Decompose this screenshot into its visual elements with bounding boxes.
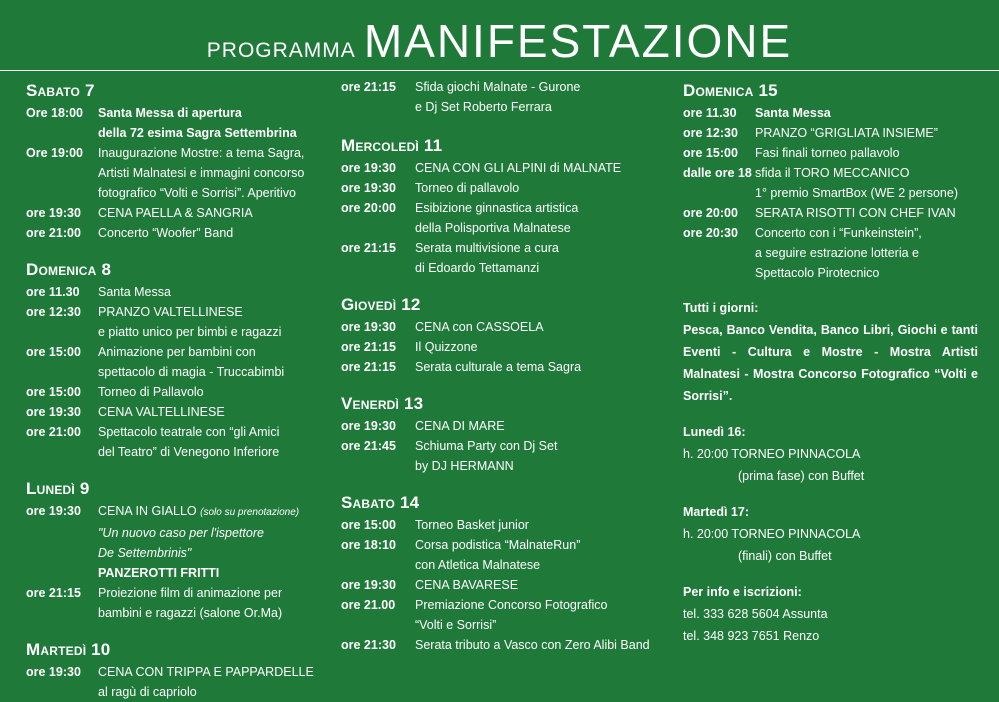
event-description (98, 203, 326, 223)
event-row (341, 198, 661, 238)
event-line: spettacolo di magia - Truccabimbi (98, 365, 285, 379)
event-line: fotografico “Volti e Sorrisi”. Aperitivo (98, 186, 296, 200)
event-row (683, 123, 978, 143)
event-time: ore 19:30 (341, 419, 396, 433)
event-row (26, 282, 326, 302)
event-description (98, 382, 326, 402)
event-description (98, 282, 326, 302)
event-line: della 72 esima Sagra Settembrina (98, 126, 297, 140)
event-description (415, 416, 661, 436)
event-row (26, 583, 326, 623)
program-column-3 (683, 77, 978, 647)
monday-block (683, 421, 978, 487)
event-line: CENA CON GLI ALPINI di MALNATE (415, 161, 622, 175)
event-row (683, 163, 978, 203)
monday-line-2: (prima fase) con Buffet (738, 469, 865, 483)
event-description (415, 178, 661, 198)
event-time: Ore 18:00 (26, 106, 83, 120)
event-line: al ragù di capriolo (98, 685, 197, 699)
event-time: ore 19:30 (26, 206, 81, 220)
event-bold-line: PANZEROTTI FRITTI (98, 566, 220, 580)
event-row (341, 515, 661, 535)
day-heading: Martedì 10 (26, 640, 111, 659)
event-time: ore 15:00 (341, 518, 396, 532)
event-row (683, 103, 978, 123)
event-line: della Polisportiva Malnatese (415, 221, 571, 235)
event-description (415, 575, 661, 595)
event-row (341, 575, 661, 595)
event-time: ore 12:30 (26, 305, 81, 319)
event-line: e piatto unico per bimbi e ragazzi (98, 325, 282, 339)
event-row (26, 203, 326, 223)
event-line: sfida il TORO MECCANICO (755, 166, 910, 180)
event-row (26, 302, 326, 342)
event-line: Spettacolo teatrale con “gli Amici (98, 425, 280, 439)
day-heading: Giovedì 12 (341, 295, 421, 314)
event-description (98, 223, 326, 243)
event-time: Ore 19:00 (26, 146, 83, 160)
event-line: con Atletica Malnatese (415, 558, 541, 572)
event-row (341, 77, 661, 117)
contact-block (683, 581, 978, 647)
event-line: e Dj Set Roberto Ferrara (415, 100, 552, 114)
event-time: ore 12:30 (683, 126, 738, 140)
monday-label: Lunedì 16: (683, 425, 746, 439)
event-line: Serata tributo a Vasco con Zero Alibi Band (415, 638, 650, 652)
event-description (415, 337, 661, 357)
event-line: CENA PAELLA & SANGRIA (98, 206, 253, 220)
event-row (26, 382, 326, 402)
event-description (98, 422, 326, 462)
title-prefix: PROGRAMMA (206, 39, 356, 62)
event-line: PRANZO VALTELLINESE (98, 305, 243, 319)
event-description (415, 77, 661, 117)
day-heading: Mercoledì 11 (341, 136, 443, 155)
event-time: ore 21:00 (26, 425, 81, 439)
event-time: ore 15:00 (683, 146, 738, 160)
event-time: ore 20:00 (683, 206, 738, 220)
event-row (341, 416, 661, 436)
monday-line-1: h. 20:00 TORNEO PINNACOLA (683, 447, 861, 461)
event-line: Concerto con i “Funkeinstein”, (755, 226, 922, 240)
event-note: (solo su prenotazione) (200, 507, 300, 518)
event-time: ore 15:00 (26, 345, 81, 359)
event-description (98, 402, 326, 422)
event-description (98, 662, 326, 702)
page-title (0, 15, 999, 67)
event-description (755, 203, 978, 223)
event-line: Torneo di pallavolo (415, 181, 520, 195)
event-time: ore 21:00 (26, 226, 81, 240)
event-time: ore 19:30 (341, 161, 396, 175)
event-description (415, 238, 661, 278)
event-row (341, 357, 661, 377)
event-line: di Edoardo Tettamanzi (415, 261, 540, 275)
day-heading: Sabato 7 (26, 81, 95, 100)
event-time: ore 15:00 (26, 385, 81, 399)
event-line: Serata culturale a tema Sagra (415, 360, 582, 374)
event-row (341, 238, 661, 278)
event-description (755, 163, 978, 203)
event-time: ore 21:15 (341, 340, 396, 354)
program-column-2 (341, 77, 661, 655)
event-row (341, 635, 661, 655)
every-day-label: Tutti i giorni: (683, 301, 759, 315)
every-day-text: Pesca, Banco Vendita, Banco Libri, Giochi e tanti Eventi - Cultura e Mostre - Mostra Artisti Malnatesi - Mostra Concorso Fotografico “Volti e Sorrisi”. (683, 323, 978, 403)
event-description (415, 535, 661, 575)
contact-phone-2: tel. 348 923 7651 Renzo (683, 629, 820, 643)
event-italic-line: "Un nuovo caso per l'ispettore (98, 526, 264, 540)
event-line: Premiazione Concorso Fotografico (415, 598, 608, 612)
event-row (26, 501, 326, 583)
event-row (26, 103, 326, 143)
event-line: bambini e ragazzi (salone Or.Ma) (98, 606, 283, 620)
event-time: ore 21:15 (341, 80, 396, 94)
event-time: ore 19:30 (341, 320, 396, 334)
tuesday-line-2: (finali) con Buffet (738, 549, 832, 563)
event-line: PRANZO “GRIGLIATA INSIEME” (755, 126, 938, 140)
day-heading: Domenica 8 (26, 260, 112, 279)
event-description (415, 436, 661, 476)
event-line: Corsa podistica “MalnateRun” (415, 538, 581, 552)
event-line: Santa Messa di apertura (98, 106, 242, 120)
event-line: Santa Messa (98, 285, 171, 299)
event-row (26, 143, 326, 203)
day-heading: Domenica 15 (683, 81, 778, 100)
event-line: Torneo Basket junior (415, 518, 529, 532)
event-time: ore 19:30 (26, 665, 81, 679)
event-time: ore 21:45 (341, 439, 396, 453)
program-column-1 (26, 77, 326, 702)
event-time: ore 19:30 (341, 181, 396, 195)
event-time: ore 11.30 (683, 106, 737, 120)
event-row (683, 143, 978, 163)
event-row (341, 595, 661, 635)
event-time: ore 19:30 (26, 504, 81, 518)
tuesday-label: Martedì 17: (683, 505, 749, 519)
event-description (755, 143, 978, 163)
event-line: Schiuma Party con Dj Set (415, 439, 558, 453)
event-line: by DJ HERMANN (415, 459, 514, 473)
event-row (341, 436, 661, 476)
event-line: Artisti Malnatesi e immagini concorso (98, 166, 305, 180)
event-time: dalle ore 18 (683, 166, 752, 180)
event-italic-line: De Settembrinis" (98, 546, 192, 560)
event-time: ore 11.30 (26, 285, 80, 299)
contact-label: Per info e iscrizioni: (683, 585, 802, 599)
event-line: Fasi finali torneo pallavolo (755, 146, 900, 160)
event-description (415, 198, 661, 238)
event-row (341, 178, 661, 198)
day-heading: Sabato 14 (341, 493, 420, 512)
event-row (26, 402, 326, 422)
event-line: Proiezione film di animazione per (98, 586, 283, 600)
event-row (341, 158, 661, 178)
event-line: “Volti e Sorrisi” (415, 618, 497, 632)
general-info (683, 297, 978, 647)
header-divider (0, 70, 999, 71)
event-time: ore 21:15 (26, 586, 81, 600)
event-time: ore 18:10 (341, 538, 396, 552)
tuesday-block (683, 501, 978, 567)
event-line: Torneo di Pallavolo (98, 385, 204, 399)
event-description (98, 583, 326, 623)
event-line: 1° premio SmartBox (WE 2 persone) (755, 186, 958, 200)
event-line: CENA VALTELLINESE (98, 405, 225, 419)
event-line: Concerto “Woofer” Band (98, 226, 234, 240)
event-time: ore 21:15 (341, 360, 396, 374)
event-time: ore 19:30 (341, 578, 396, 592)
event-line: Inaugurazione Mostre: a tema Sagra, (98, 146, 305, 160)
event-description (755, 223, 978, 283)
tuesday-line-1: h. 20:00 TORNEO PINNACOLA (683, 527, 861, 541)
event-line: Spettacolo Pirotecnico (755, 266, 880, 280)
event-row (26, 223, 326, 243)
event-line: CENA DI MARE (415, 419, 505, 433)
event-row (341, 337, 661, 357)
event-row (341, 317, 661, 337)
event-time: ore 19:30 (26, 405, 81, 419)
event-line: del Teatro” di Venegono Inferiore (98, 445, 280, 459)
event-row (26, 662, 326, 702)
event-description (415, 158, 661, 178)
event-description (755, 123, 978, 143)
event-time: ore 21.00 (341, 598, 396, 612)
event-description (415, 595, 661, 635)
event-line: Animazione per bambini con (98, 345, 256, 359)
event-time: ore 21:15 (341, 241, 396, 255)
event-description (415, 357, 661, 377)
event-description (98, 342, 326, 382)
event-row (341, 535, 661, 575)
event-description (415, 317, 661, 337)
event-line: Esibizione ginnastica artistica (415, 201, 579, 215)
event-description (98, 103, 326, 143)
event-row (683, 203, 978, 223)
event-description (755, 103, 978, 123)
event-line: Il Quizzone (415, 340, 478, 354)
event-row (26, 422, 326, 462)
event-line: CENA con CASSOELA (415, 320, 544, 334)
title-main: MANIFESTAZIONE (363, 15, 793, 67)
event-line: Santa Messa (755, 106, 831, 120)
event-line: CENA CON TRIPPA E PAPPARDELLE (98, 665, 314, 679)
event-time: ore 20:00 (341, 201, 396, 215)
event-time: ore 21:30 (341, 638, 396, 652)
event-line: SERATA RISOTTI CON CHEF IVAN (755, 206, 956, 220)
event-line: CENA BAVARESE (415, 578, 519, 592)
event-time: ore 20:30 (683, 226, 738, 240)
contact-phone-1: tel. 333 628 5604 Assunta (683, 607, 828, 621)
every-day-block (683, 297, 978, 407)
event-description (415, 635, 661, 655)
event-description (98, 302, 326, 342)
day-heading: Venerdì 13 (341, 394, 424, 413)
column-3-days (683, 80, 978, 283)
event-line: Sfida giochi Malnate - Gurone (415, 80, 581, 94)
event-line: Serata multivisione a cura (415, 241, 559, 255)
event-line: CENA IN GIALLO (solo su prenotazione) (98, 504, 300, 518)
event-description (98, 143, 326, 203)
event-row (683, 223, 978, 283)
event-line: a seguire estrazione lotteria e (755, 246, 919, 260)
day-heading: Lunedì 9 (26, 479, 90, 498)
event-description (98, 501, 326, 583)
event-row (26, 342, 326, 382)
event-description (415, 515, 661, 535)
